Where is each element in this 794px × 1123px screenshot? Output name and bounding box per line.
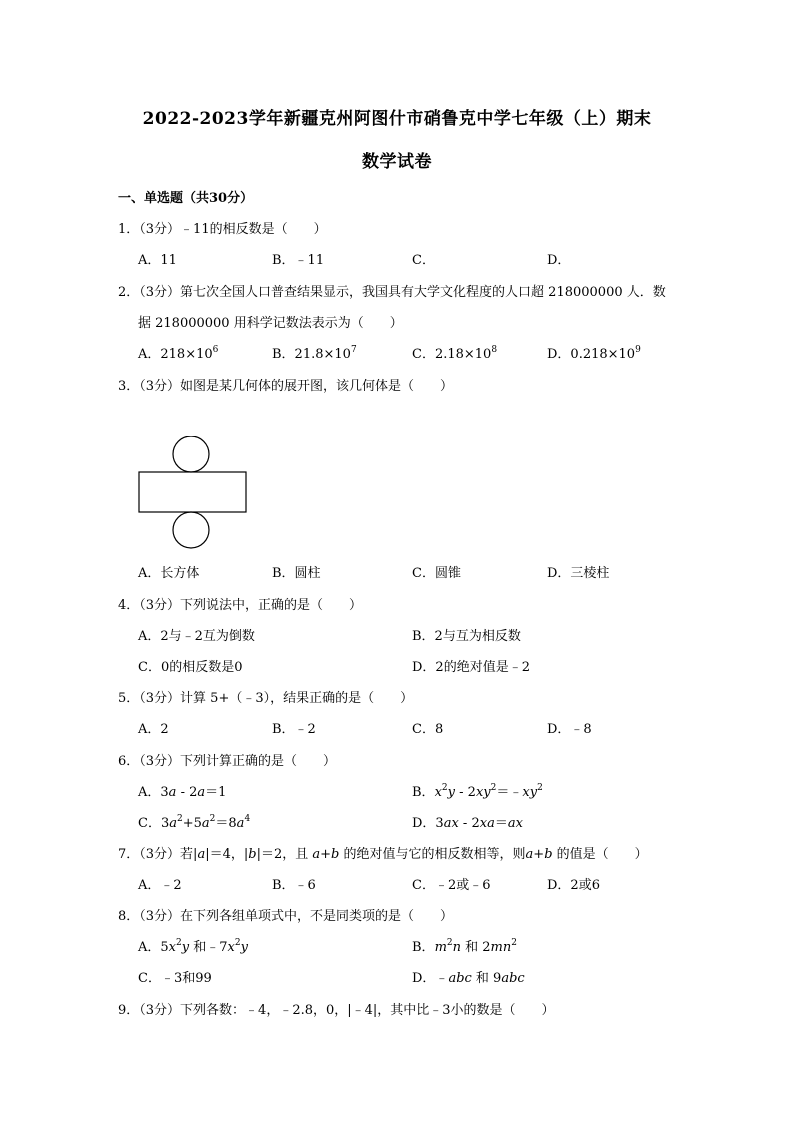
q2-option-c: C．$2.18\times 10^8$ (412, 344, 498, 362)
q7-option-c: C．﹣2或﹣6 (412, 878, 491, 893)
q2-option-a: A．$218\times 10^6$ (138, 344, 219, 362)
q5-stem: 5．（3分）计算 5+（﹣3），结果正确的是（ ） (118, 691, 414, 706)
exam-title-line-1: 2022-2023学年新疆克州阿图什市硝鲁克中学七年级（上）期末 (142, 109, 652, 129)
q6-option-b: B．$x^2y$ - $2xy^2=﹣xy^2$ (412, 782, 543, 800)
net-rectangle (139, 472, 246, 512)
q5-option-d: D．﹣8 (547, 722, 592, 737)
q8-option-b: B．$m^2n$ 和 $2mn^2$ (412, 937, 517, 955)
q4-option-d: D．2的绝对值是﹣2 (412, 660, 530, 675)
q3-stem: 3．（3分）如图是某几何体的展开图，该几何体是（ ） (118, 379, 454, 394)
q2-stem-line-1: 2．（3分）第七次全国人口普查结果显示，我国具有大学文化程度的人口超 218000000 人．数 (118, 285, 666, 300)
q3-option-b: B．圆柱 (272, 566, 321, 581)
q2-stem-line-2: 据 218000000 用科学记数法表示为（ ） (138, 316, 403, 331)
q8-option-a: A．$5x^2y$ 和$﹣7x^2y$ (138, 937, 248, 955)
q2-option-b: B．$21.8\times 10^7$ (272, 344, 357, 362)
q2-option-d: D．$0.218\times 10^9$ (547, 344, 641, 362)
q5-option-b: B．﹣2 (272, 722, 316, 737)
q7-option-d: D．2或6 (547, 878, 600, 893)
top-circle (173, 436, 209, 472)
q1-option-c: C． (412, 253, 435, 268)
q7-stem: 7．（3分）若|a|＝4，|b|＝2，且 a+b 的绝对值与它的相反数相等，则a+b 的值是（ ） (118, 847, 648, 862)
q8-stem: 8．（3分）在下列各组单项式中，不是同类项的是（ ） (118, 909, 454, 924)
q4-option-a: A．2与﹣2互为倒数 (138, 629, 255, 644)
q8-option-c: C．﹣3和99 (138, 971, 212, 986)
q6-stem: 6．（3分）下列计算正确的是（ ） (118, 754, 337, 769)
q1-stem: 1．（3分）﹣11的相反数是（ ） (118, 222, 327, 237)
q1-option-a: A．11 (138, 253, 177, 268)
q1-option-d: D． (547, 253, 571, 268)
q5-option-c: C．8 (412, 722, 444, 737)
cylinder-net-figure (138, 436, 250, 552)
q3-option-d: D．三棱柱 (547, 566, 610, 581)
q3-option-c: C．圆锥 (412, 566, 461, 581)
q7-option-b: B．﹣6 (272, 878, 316, 893)
q8-option-d: D．﹣abc 和 9abc (412, 971, 525, 986)
bottom-circle (173, 512, 209, 548)
q4-stem: 4．（3分）下列说法中，正确的是（ ） (118, 598, 363, 613)
section-heading: 一、单选题（共30分） (118, 191, 254, 206)
q6-option-a: A．3a - 2a＝1 (138, 785, 227, 800)
q1-option-b: B．﹣11 (272, 253, 325, 268)
q6-option-d: D．3ax - 2xa＝ax (412, 816, 523, 831)
q5-option-a: A．2 (138, 722, 169, 737)
q4-option-b: B．2与互为相反数 (412, 629, 521, 644)
exam-title-line-2: 数学试卷 (362, 152, 432, 172)
q4-option-c: C．0的相反数是0 (138, 660, 243, 675)
q9-stem: 9．（3分）下列各数：﹣4，﹣2.8，0，|﹣4|，其中比﹣3小的数是（ ） (118, 1003, 555, 1018)
q6-option-c: C．$3a^2+5a^2=8a^4$ (138, 813, 251, 831)
q7-option-a: A．﹣2 (138, 878, 182, 893)
q3-option-a: A．长方体 (138, 566, 200, 581)
